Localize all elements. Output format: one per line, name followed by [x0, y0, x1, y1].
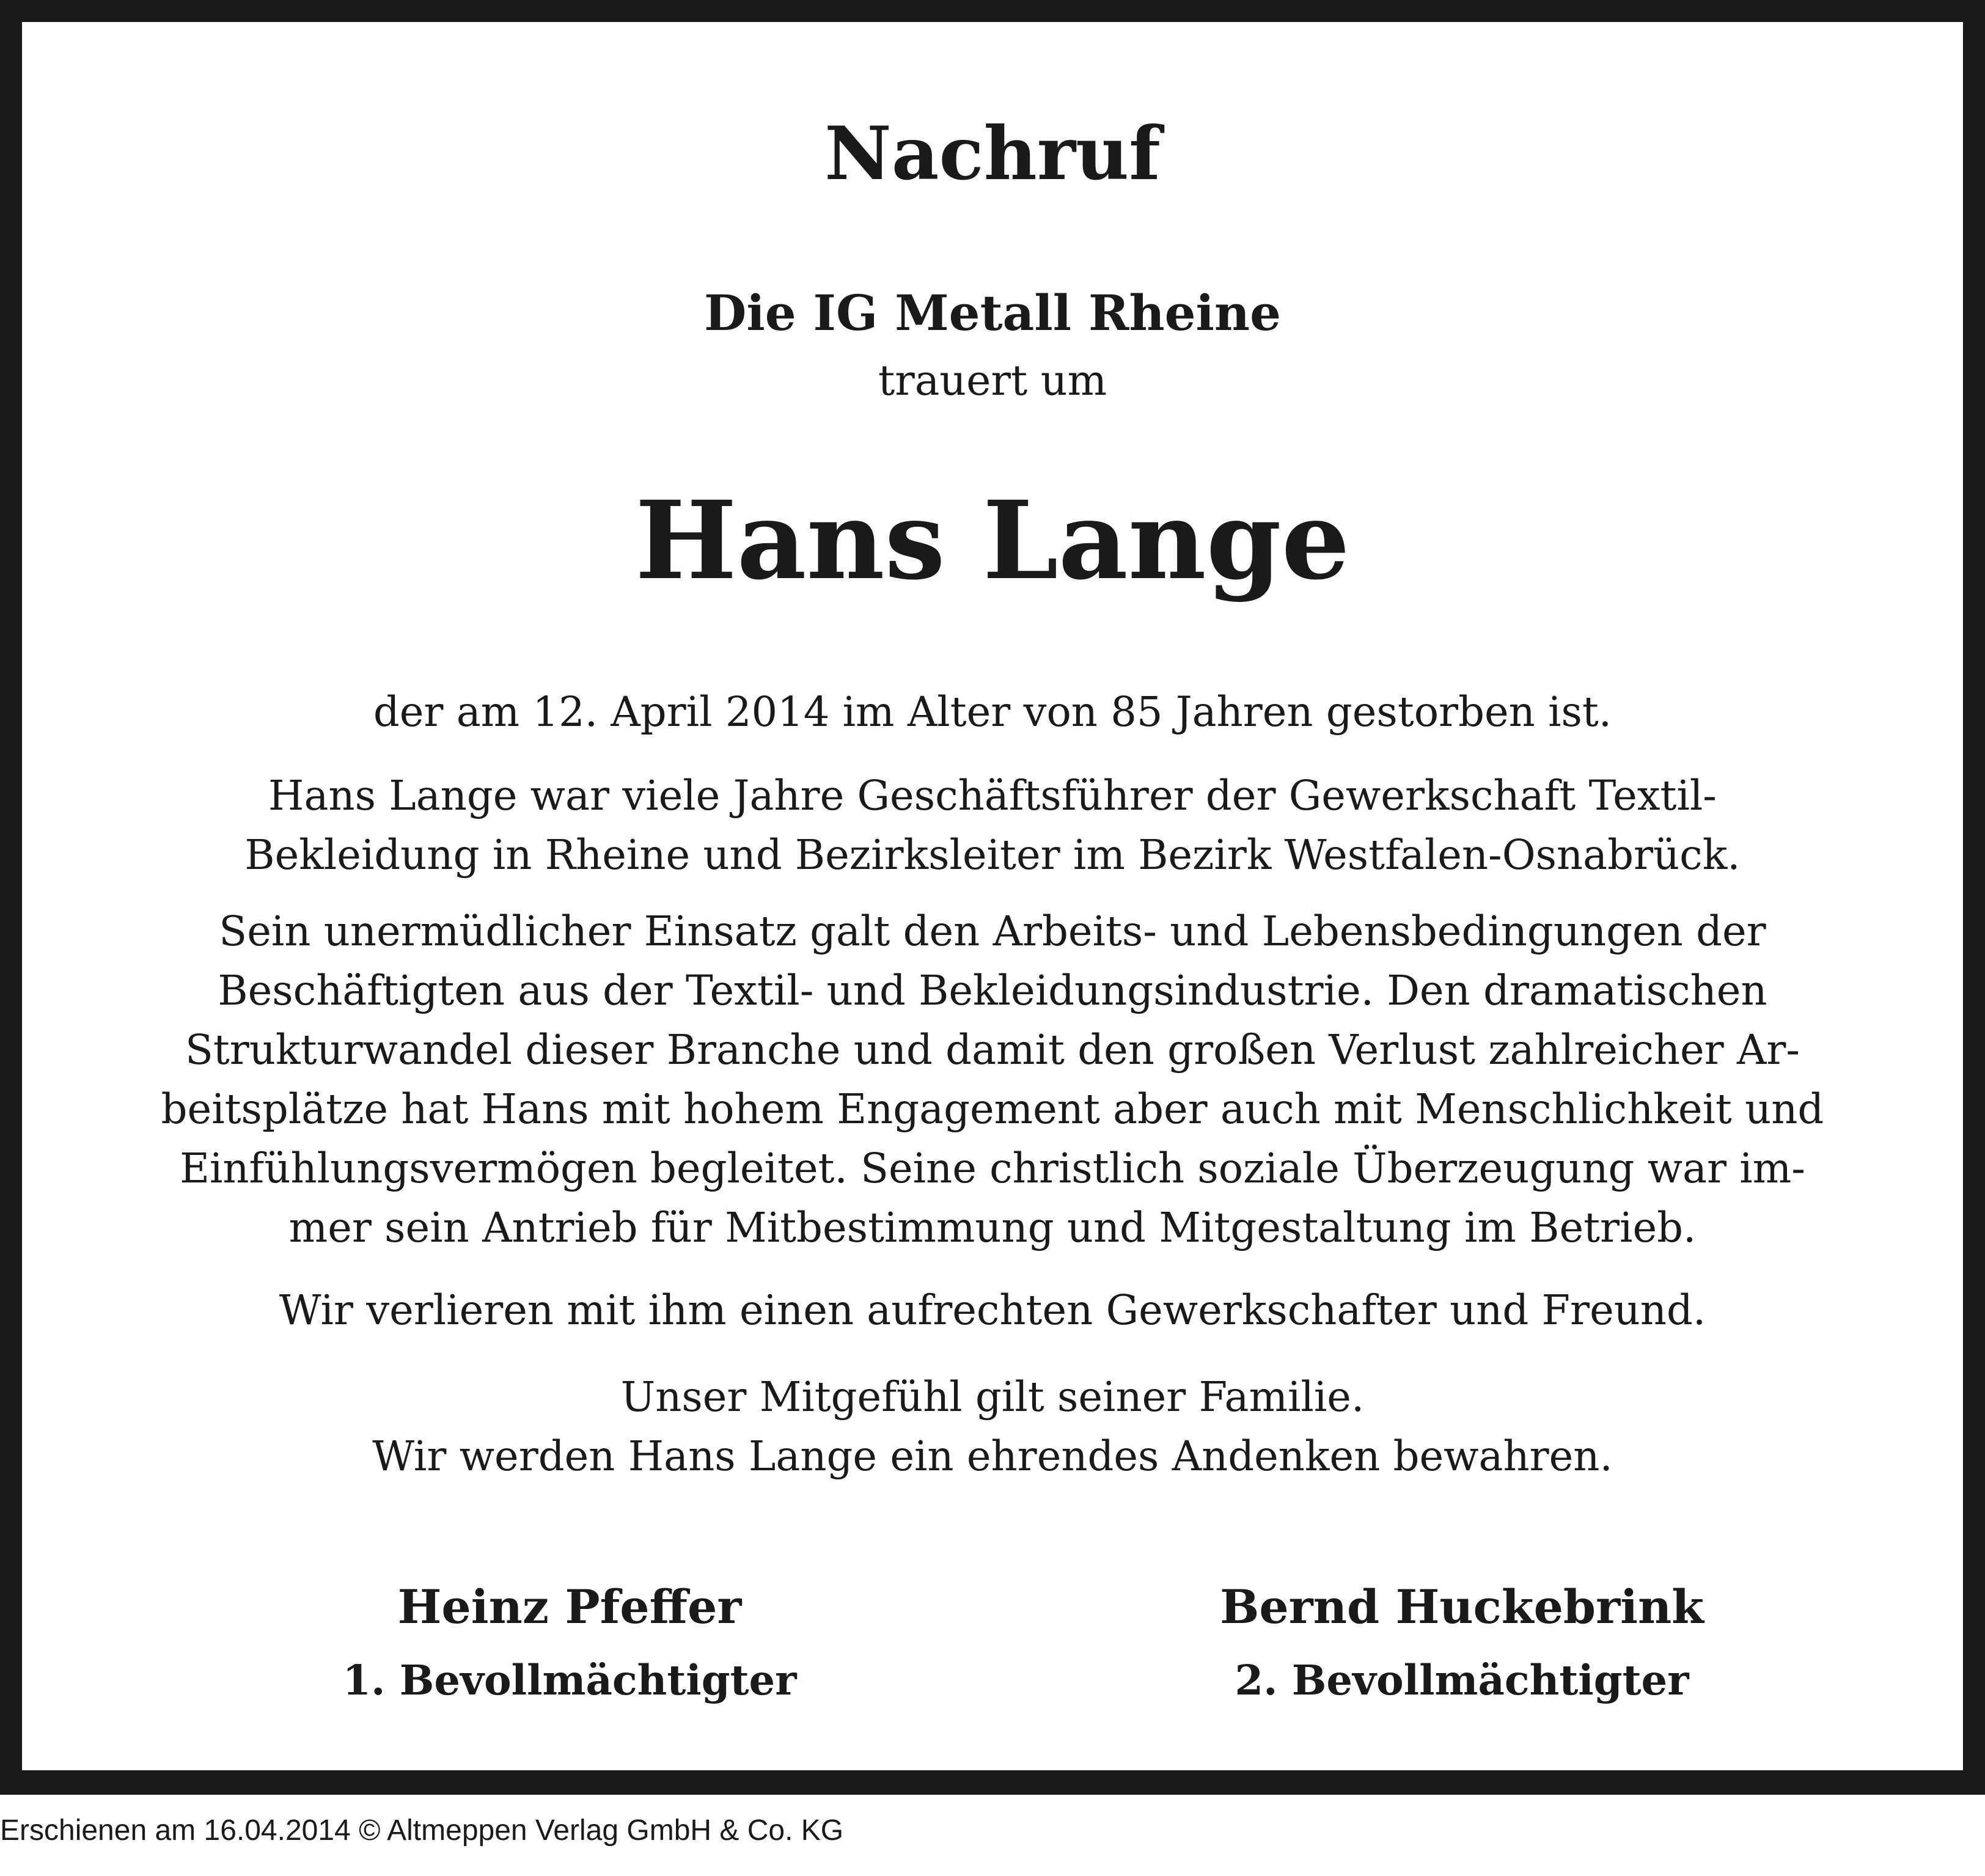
- obituary-body: [105, 683, 1880, 1486]
- mourns-text: trauert um: [878, 357, 1107, 405]
- deceased-name: Hans Lange: [635, 477, 1350, 604]
- publication-footer: Erschienen am 16.04.2014 © Altmeppen Verlag GmbH & Co. KG: [0, 1814, 844, 1847]
- text-line: Sein unermüdlicher Einsatz galt den Arbeits- und Lebensbedingungen der: [219, 907, 1766, 955]
- signatory-2: [1187, 1580, 1737, 1704]
- text-line: Wir verlieren mit ihm einen aufrechten Gewerkschafter und Freund.: [279, 1286, 1706, 1334]
- text-line: Bekleidung in Rheine und Bezirksleiter im Bezirk Westfalen-Osnabrück.: [244, 831, 1741, 879]
- paragraph-condolence: [105, 1368, 1880, 1486]
- text-line: mer sein Antrieb für Mitbestimmung und Mitgestaltung im Betrieb.: [288, 1204, 1697, 1251]
- text-line: Wir werden Hans Lange ein ehrendes Andenken bewahren.: [372, 1432, 1613, 1480]
- signatory-1: [295, 1580, 845, 1704]
- signatory-role: 2. Bevollmächtigter: [1235, 1656, 1689, 1704]
- organization-name: Die IG Metall Rheine: [704, 284, 1281, 342]
- text-line: Hans Lange war viele Jahre Geschäftsführer der Gewerkschaft Textil-: [268, 772, 1717, 819]
- signatory-name: Heinz Pfeffer: [397, 1580, 742, 1634]
- text-line: Unser Mitgefühl gilt seiner Familie.: [620, 1373, 1365, 1421]
- text-line: Beschäftigten aus der Textil- und Bekleidungsindustrie. Den dramatischen: [218, 967, 1767, 1014]
- signatory-role: 1. Bevollmächtigter: [342, 1656, 797, 1704]
- text-line: der am 12. April 2014 im Alter von 85 Jahren gestorben ist.: [373, 688, 1612, 736]
- text-line: beitsplätze hat Hans mit hohem Engagement aber auch mit Menschlichkeit und: [161, 1085, 1824, 1133]
- paragraph-death-date: [105, 683, 1880, 742]
- paragraph-commitment: [105, 902, 1880, 1258]
- paragraph-career: [105, 766, 1880, 885]
- text-line: Einfühlungsvermögen begleitet. Seine christlich soziale Überzeugung war im-: [180, 1145, 1805, 1192]
- obituary-content: [44, 44, 1941, 1746]
- signatory-name: Bernd Huckebrink: [1220, 1580, 1704, 1634]
- paragraph-loss: [105, 1281, 1880, 1340]
- obituary-title: Nachruf: [824, 111, 1161, 197]
- text-line: Strukturwandel dieser Branche und damit den großen Verlust zahlreicher Ar-: [185, 1026, 1800, 1074]
